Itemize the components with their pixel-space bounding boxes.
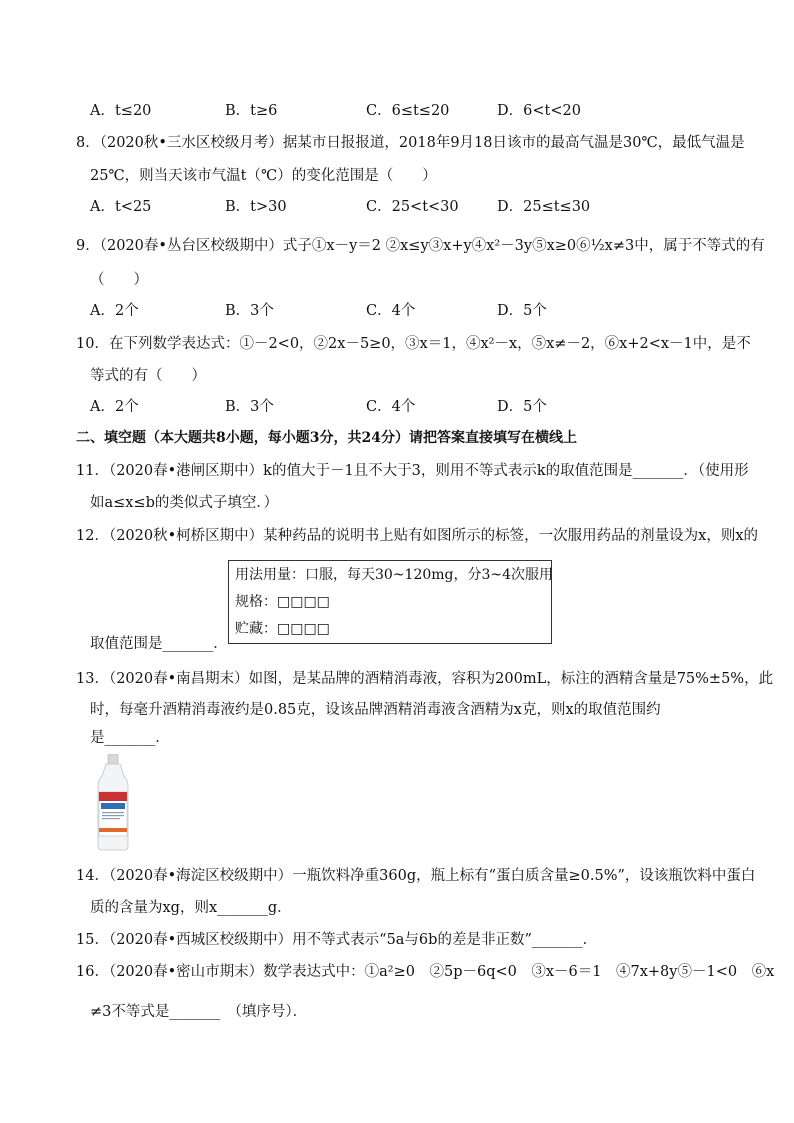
q11-text-line1: 11．（2020春•港闸区期中）k的值大于－1且不大于3，则用不等式表示k的取值范围是_______．（使用形 — [76, 463, 749, 479]
q7-option-d[interactable]: D．6<t<20 — [497, 103, 581, 119]
disinfectant-bottle-image — [94, 754, 132, 852]
q16-text-line2: ≠3不等式是_______ （填序号）． — [90, 1004, 308, 1020]
q10-option-b[interactable]: B．3个 — [225, 399, 274, 415]
medicine-label-storage: 贮藏：□□□□ — [235, 621, 330, 637]
q16-text-line1: 16．（2020春•密山市期末）数学表达式中：①a²≥0 ②5p－6q<0 ③x－6＝1 ④7x+8y⑤－1<0 ⑥x — [76, 964, 775, 980]
q9-option-d[interactable]: D．5个 — [497, 303, 547, 319]
q8-option-c[interactable]: C．25<t<30 — [366, 199, 459, 215]
q13-text-line1: 13．（2020春•南昌期末）如图，是某品牌的酒精消毒液，容积为200mL，标注的酒精含量是75%±5%，此 — [76, 671, 774, 687]
q12-text-line2: 取值范围是_______． — [90, 636, 228, 652]
q10-text-line2: 等式的有（ ） — [90, 368, 206, 384]
section-heading-fill-in: 二、填空题（本大题共8小题，每小题3分，共24分）请把答案直接填写在横线上 — [76, 430, 577, 446]
q14-text-line1: 14．（2020春•海淀区校级期中）一瓶饮料净重360g，瓶上标有“蛋白质含量≥0.5%”，设该瓶饮料中蛋白 — [76, 868, 756, 884]
q10-text-line1: 10．在下列数学表达式：①－2<0，②2x－5≥0，③x＝1，④x²－x，⑤x≠－2，⑥x+2<x－1中，是不 — [76, 336, 751, 352]
q10-options — [90, 397, 710, 417]
q9-text-line1: 9．（2020春•丛台区校级期中）式子①x－y＝2 ②x≤y③x+y④x²－3y⑤x≥0⑥½x≠3中，属于不等式的有 — [76, 238, 765, 254]
q7-option-a[interactable]: A．t≤20 — [90, 103, 152, 119]
q15-text: 15．（2020春•西城区校级期中）用不等式表示“5a与6b的差是非正数”_______． — [76, 932, 598, 948]
q7-options — [90, 101, 710, 121]
q12-text-line1: 12．（2020秋•柯桥区期中）某种药品的说明书上贴有如图所示的标签，一次服用药品的剂量设为x，则x的 — [76, 528, 759, 544]
q10-option-d[interactable]: D．5个 — [497, 399, 547, 415]
q7-option-c[interactable]: C．6≤t≤20 — [366, 103, 450, 119]
q9-option-a[interactable]: A．2个 — [90, 303, 139, 319]
q13-text-line3: 是_______． — [90, 730, 170, 746]
q11-text-line2: 如a≤x≤b的类似式子填空．） — [90, 495, 279, 511]
q8-option-d[interactable]: D．25≤t≤30 — [497, 199, 591, 215]
q9-option-c[interactable]: C．4个 — [366, 303, 416, 319]
q10-option-a[interactable]: A．2个 — [90, 399, 139, 415]
q8-options — [90, 197, 710, 217]
q14-text-line2: 质的含量为xg，则x_______g． — [90, 900, 292, 916]
q9-option-b[interactable]: B．3个 — [225, 303, 274, 319]
q9-text-line2: （ ） — [90, 272, 148, 288]
q8-text-line1: 8．（2020秋•三水区校级月考）据某市日报报道，2018年9月18日该市的最高气温是30℃，最低气温是 — [76, 135, 745, 151]
q7-option-b[interactable]: B．t≥6 — [225, 103, 278, 119]
q9-options — [90, 301, 710, 321]
q8-option-b[interactable]: B．t>30 — [225, 199, 287, 215]
medicine-label-spec: 规格：□□□□ — [235, 594, 330, 610]
medicine-label-box — [228, 560, 552, 644]
q13-text-line2: 时，每毫升酒精消毒液约是0.85克，设该品牌酒精消毒液含酒精为x克，则x的取值范围约 — [90, 702, 661, 718]
q8-option-a[interactable]: A．t<25 — [90, 199, 152, 215]
q8-text-line2: 25℃，则当天该市气温t（℃）的变化范围是（ ） — [90, 168, 437, 184]
medicine-label-usage: 用法用量：口服，每天30~120mg，分3~4次服用 — [235, 567, 554, 583]
q10-option-c[interactable]: C．4个 — [366, 399, 416, 415]
